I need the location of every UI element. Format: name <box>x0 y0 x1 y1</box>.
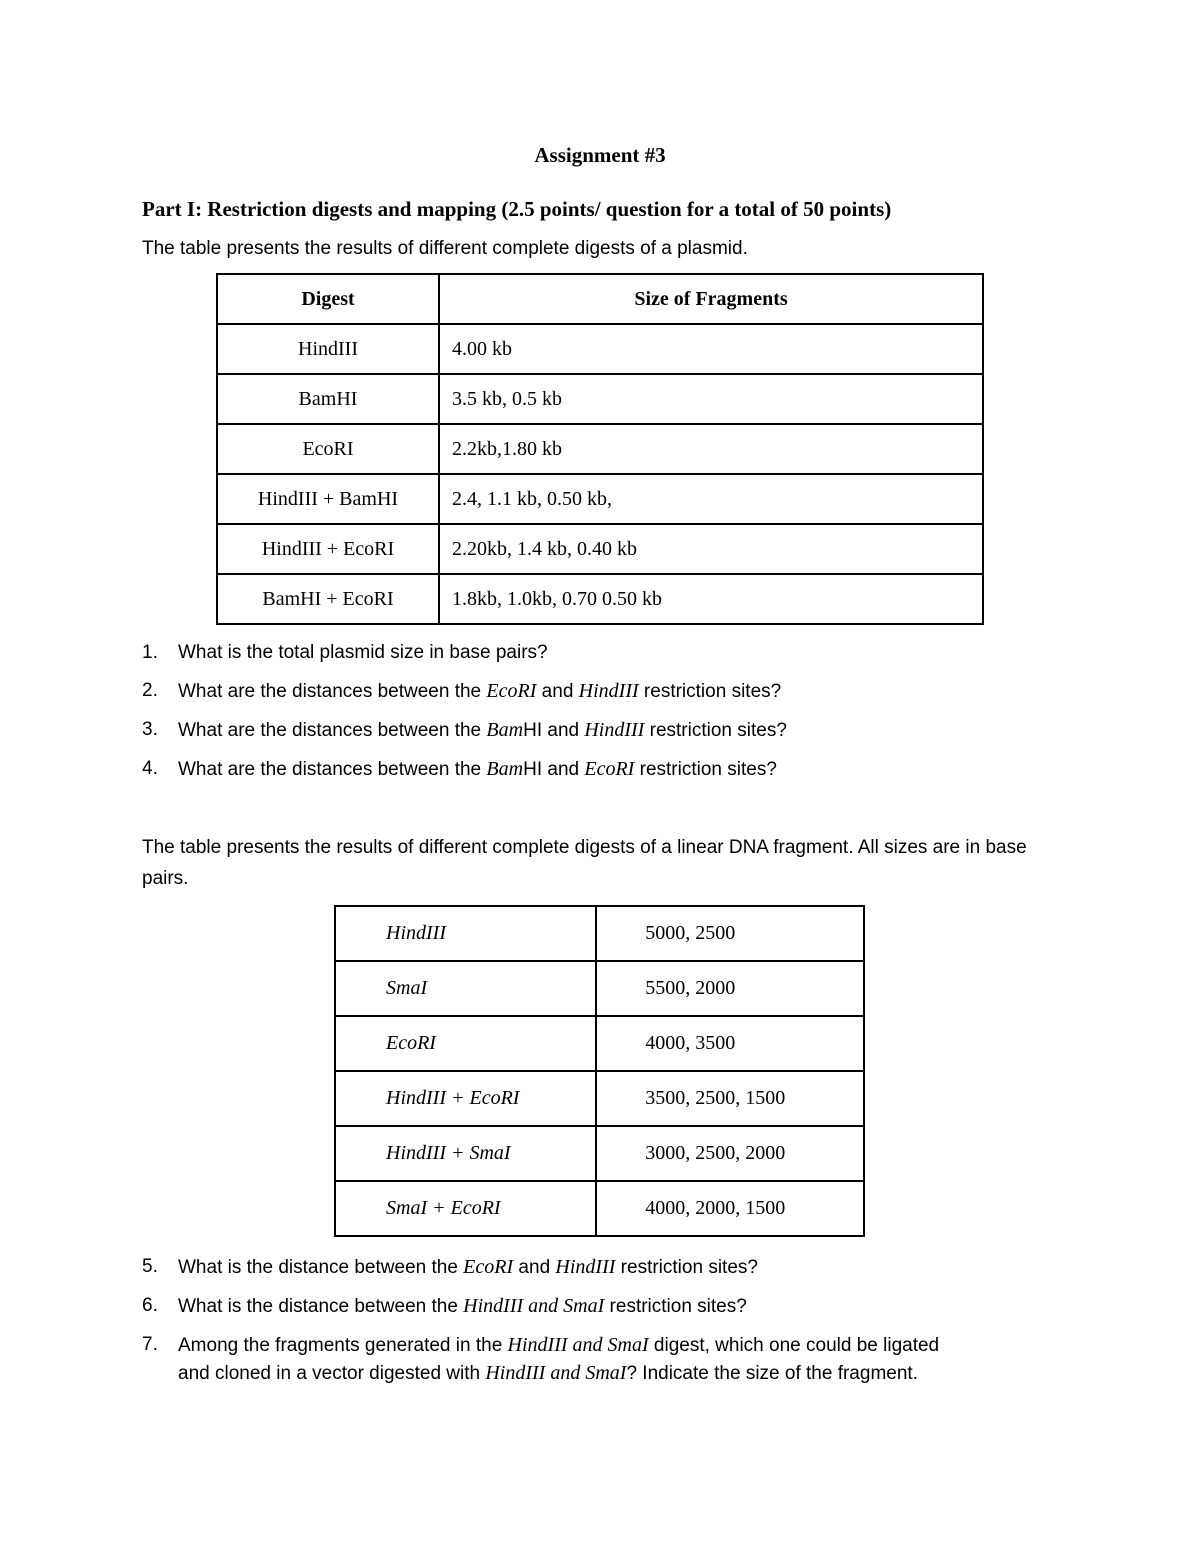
intro-linear: The table presents the results of different complete digests of a linear DNA fragment. All sizes are in base pairs. <box>142 837 1027 889</box>
table-row <box>217 574 983 624</box>
table-header-row <box>217 274 983 324</box>
plasmid-digest-table <box>216 273 984 625</box>
digest-cell: HindIII + BamHI <box>217 474 439 524</box>
digest-cell: BamHI + EcoRI <box>217 574 439 624</box>
digest-cell: HindIII + EcoRI <box>335 1071 596 1126</box>
part1-heading: Part I: Restriction digests and mapping (2.5 points/ question for a total of 50 points) <box>142 197 892 221</box>
table-row <box>335 906 864 961</box>
table-row <box>335 1071 864 1126</box>
fragment-cell: 2.4, 1.1 kb, 0.50 kb, <box>439 474 983 524</box>
fragment-cell: 2.2kb,1.80 kb <box>439 424 983 474</box>
table-row <box>217 374 983 424</box>
fragment-cell: 2.20kb, 1.4 kb, 0.40 kb <box>439 524 983 574</box>
table-row <box>217 424 983 474</box>
digest-cell: SmaI + EcoRI <box>335 1181 596 1236</box>
fragment-cell: 5000, 2500 <box>596 906 864 961</box>
table-row <box>217 474 983 524</box>
table-row <box>217 524 983 574</box>
page-title: Assignment #3 <box>534 143 666 167</box>
digest-cell: BamHI <box>217 374 439 424</box>
intro-plasmid: The table presents the results of different complete digests of a plasmid. <box>142 238 748 259</box>
fragment-cell: 3500, 2500, 1500 <box>596 1071 864 1126</box>
fragment-cell: 5500, 2000 <box>596 961 864 1016</box>
fragment-cell: 4.00 kb <box>439 324 983 374</box>
digest-cell: SmaI <box>335 961 596 1016</box>
fragment-cell: 1.8kb, 1.0kb, 0.70 0.50 kb <box>439 574 983 624</box>
digest-cell: HindIII <box>335 906 596 961</box>
fragment-cell: 3000, 2500, 2000 <box>596 1126 864 1181</box>
digest-cell: EcoRI <box>335 1016 596 1071</box>
linear-digest-table <box>334 905 865 1237</box>
table-row <box>217 324 983 374</box>
column-header-size: Size of Fragments <box>439 274 983 324</box>
fragment-cell: 3.5 kb, 0.5 kb <box>439 374 983 424</box>
digest-cell: HindIII + EcoRI <box>217 524 439 574</box>
table-row <box>335 961 864 1016</box>
digest-cell: EcoRI <box>217 424 439 474</box>
digest-cell: HindIII <box>217 324 439 374</box>
column-header-digest: Digest <box>217 274 439 324</box>
digest-cell: HindIII + SmaI <box>335 1126 596 1181</box>
fragment-cell: 4000, 3500 <box>596 1016 864 1071</box>
table-row <box>335 1126 864 1181</box>
fragment-cell: 4000, 2000, 1500 <box>596 1181 864 1236</box>
table-row <box>335 1016 864 1071</box>
table-row <box>335 1181 864 1236</box>
